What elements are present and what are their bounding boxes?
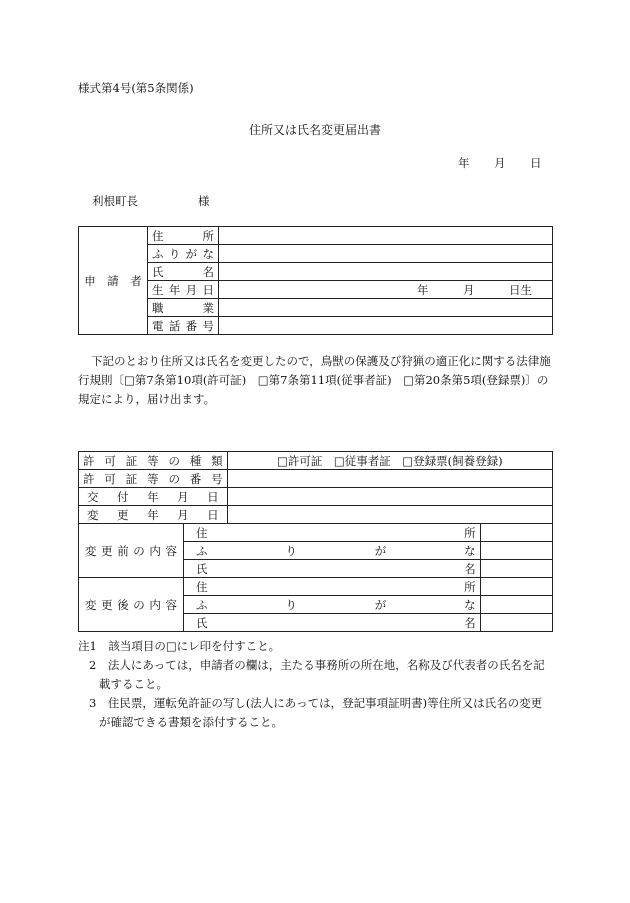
- note-3-cont: が確認できる書類を添付すること。: [99, 715, 283, 729]
- birth-year-suffix: 年: [417, 283, 429, 297]
- birth-month-suffix: 月: [463, 283, 475, 297]
- after-content-label: 変更後の内容: [79, 578, 184, 632]
- note-1: 注1 該当項目の□にレ印を付すこと。: [78, 639, 281, 653]
- before-content-label: 変更前の内容: [79, 524, 184, 578]
- addressee-honorific: 様: [198, 194, 210, 208]
- date-month: 月: [494, 156, 506, 170]
- applicant-row-label: 住 所: [148, 227, 219, 245]
- furigana-field[interactable]: [219, 245, 553, 263]
- body-paragraph: [78, 352, 554, 409]
- before-name-field[interactable]: [480, 560, 552, 578]
- permit-kind-options[interactable]: □許可証 □従事者証 □登録票(飼養登録): [227, 452, 552, 470]
- before-subrow-label: 氏 名: [184, 560, 481, 578]
- before-furigana-field[interactable]: [480, 542, 552, 560]
- after-subrow-label: ふりがな: [184, 596, 481, 614]
- issue-date-label: 交付年月日: [79, 488, 228, 506]
- permit-kind-label: 許可証等の種類: [79, 452, 228, 470]
- occupation-field[interactable]: [219, 299, 553, 317]
- body-line: 規定により，届け出ます。: [78, 392, 216, 406]
- permit-table: [78, 451, 553, 632]
- notes: [78, 637, 554, 732]
- permit-number-field[interactable]: [227, 470, 552, 488]
- applicant-table: [78, 226, 553, 335]
- note-3: 3 住民票，運転免許証の写し(法人にあっては，登記事項証明書)等住所又は氏名の変更: [89, 696, 543, 710]
- body-line: 行規則〔□第7条第10項(許可証) □第7条第11項(従事者証) □第20条第5項(登録票)〕の: [78, 373, 549, 387]
- applicant-row-label: 氏 名: [148, 263, 219, 281]
- note-2-cont: 載すること。: [99, 677, 168, 691]
- before-subrow-label: ふりがな: [184, 542, 481, 560]
- applicant-group-label: 申 請 者: [79, 227, 148, 335]
- address-field[interactable]: [219, 227, 553, 245]
- after-address-field[interactable]: [480, 578, 552, 596]
- applicant-row-label: 電話番号: [148, 317, 219, 335]
- change-date-field[interactable]: [227, 506, 552, 524]
- phone-field[interactable]: [219, 317, 553, 335]
- after-name-field[interactable]: [480, 614, 552, 632]
- after-subrow-label: 氏 名: [184, 614, 481, 632]
- note-2: 2 法人にあっては，申請者の欄は，主たる事務所の所在地，名称及び代表者の氏名を記: [89, 658, 545, 672]
- applicant-row-label: ふりがな: [148, 245, 219, 263]
- issue-date-field[interactable]: [227, 488, 552, 506]
- body-line: 下記のとおり住所又は氏名を変更したので，鳥獣の保護及び狩猟の適正化に関する法律施: [91, 354, 551, 368]
- birth-day-suffix: 日生: [509, 283, 532, 297]
- addressee-name: 利根町長: [92, 194, 138, 208]
- form-number: 様式第4号(第5条関係): [78, 81, 194, 95]
- date-year: 年: [458, 156, 470, 170]
- applicant-row-label: 生年月日: [148, 281, 219, 299]
- permit-number-label: 許可証等の番号: [79, 470, 228, 488]
- change-date-label: 変更年月日: [79, 506, 228, 524]
- after-furigana-field[interactable]: [480, 596, 552, 614]
- date-day: 日: [530, 156, 542, 170]
- before-address-field[interactable]: [480, 524, 552, 542]
- name-field[interactable]: [219, 263, 553, 281]
- before-subrow-label: 住 所: [184, 524, 481, 542]
- birthdate-field[interactable]: [219, 281, 553, 299]
- document-title: 住所又は氏名変更届出書: [248, 123, 381, 137]
- applicant-row-label: 職 業: [148, 299, 219, 317]
- after-subrow-label: 住 所: [184, 578, 481, 596]
